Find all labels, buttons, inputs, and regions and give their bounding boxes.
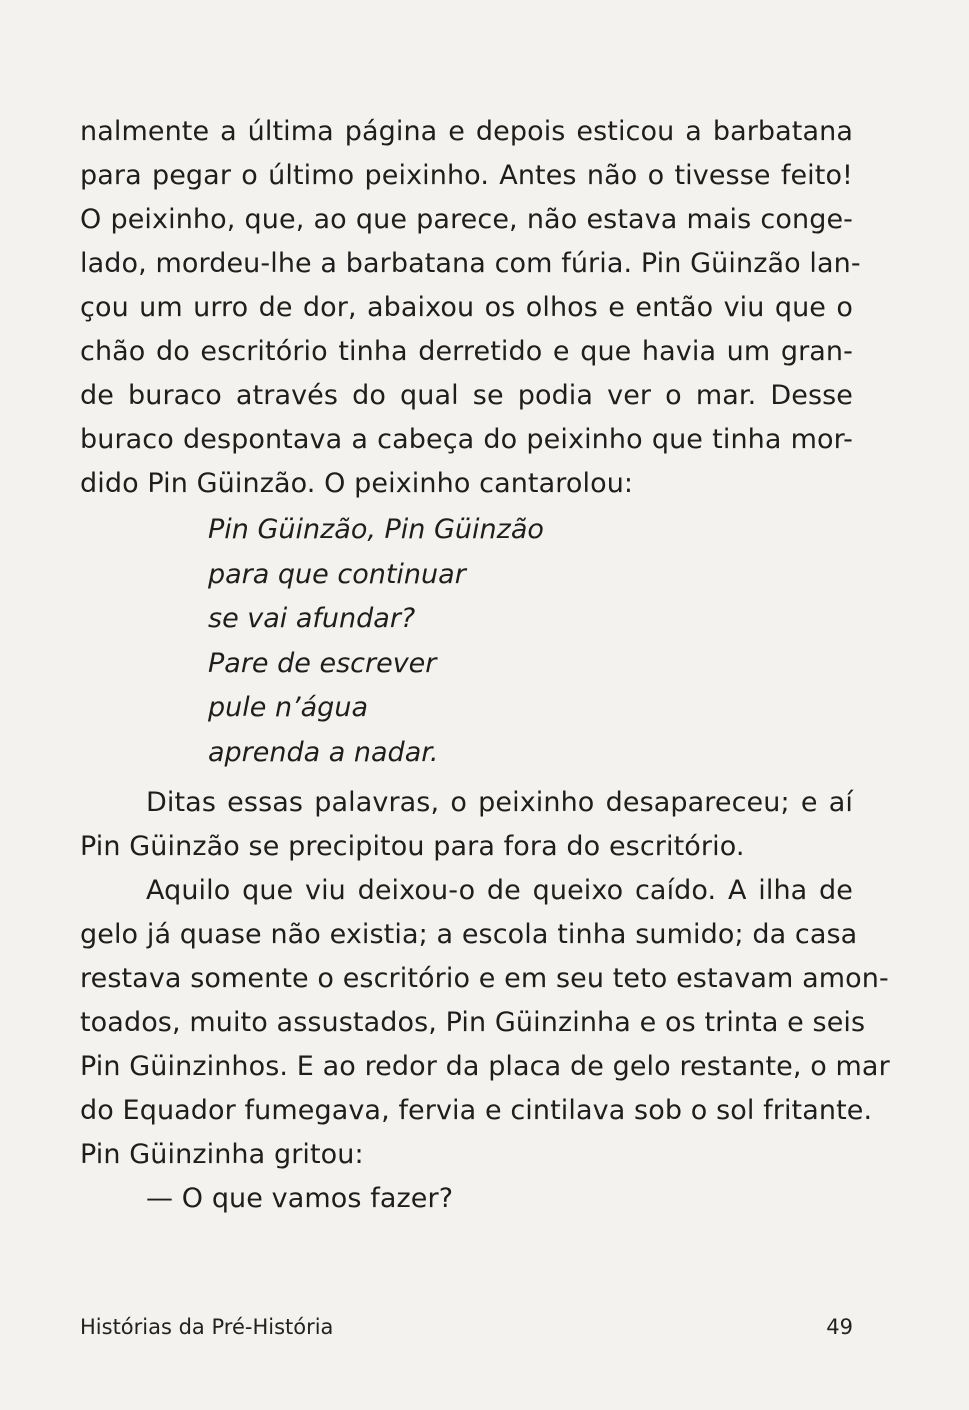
text-line: Pin Güinzinha gritou: [80,1139,364,1170]
text-line: restava somente o escritório e em seu teto estavam amon- [80,963,889,994]
text-line: O peixinho, que, ao que parece, não estava mais conge- [80,204,853,235]
text-line: do Equador fumegava, fervia e cintilava sob o sol fritante. [80,1095,873,1126]
text-line: lado, mordeu-lhe a barbatana com fúria. Pin Güinzão lan- [80,248,861,279]
page-number: 49 [826,1315,853,1339]
text-line: Pin Güinzão se precipitou para fora do escritório. [80,831,745,862]
text-line: Ditas essas palavras, o peixinho desapareceu; e aí [146,787,853,818]
verse-line: para que continuar [208,558,466,590]
text-line: de buraco através do qual se podia ver o mar. Desse [80,380,853,411]
verse-line: aprenda a nadar. [208,736,439,768]
text-line: buraco despontava a cabeça do peixinho que tinha mor- [80,424,853,455]
book-title: Histórias da Pré-História [80,1315,334,1339]
text-line: dido Pin Güinzão. O peixinho cantarolou: [80,468,634,499]
page-body [80,110,890,1221]
text-line: chão do escritório tinha derretido e que havia um gran- [80,336,853,367]
song-verse [208,508,853,775]
text-line: Aquilo que viu deixou-o de queixo caído. A ilha de [146,875,853,906]
text-line: toados, muito assustados, Pin Güinzinha e os trinta e seis [80,1007,866,1038]
paragraph-1 [80,110,861,506]
paragraph-2 [80,781,853,869]
text-line: çou um urro de dor, abaixou os olhos e então viu que o [80,292,853,323]
verse-line: Pin Güinzão, Pin Güinzão [208,514,544,545]
text-line: Pin Güinzinhos. E ao redor da placa de gelo restante, o mar [80,1051,890,1082]
page-footer [80,1312,853,1342]
text-line: gelo já quase não existia; a escola tinha sumido; da casa [80,919,858,950]
verse-line: Pare de escrever [208,647,437,679]
text-line: nalmente a última página e depois esticou a barbatana [80,116,853,147]
text-line: para pegar o último peixinho. Antes não o tivesse feito! [80,160,853,191]
dialogue [80,1177,853,1221]
verse-line: pule n’água [208,692,368,723]
verse-line: se vai afundar? [208,603,416,634]
dialogue-line: — O que vamos fazer? [146,1183,454,1214]
paragraph-3 [80,869,890,1177]
